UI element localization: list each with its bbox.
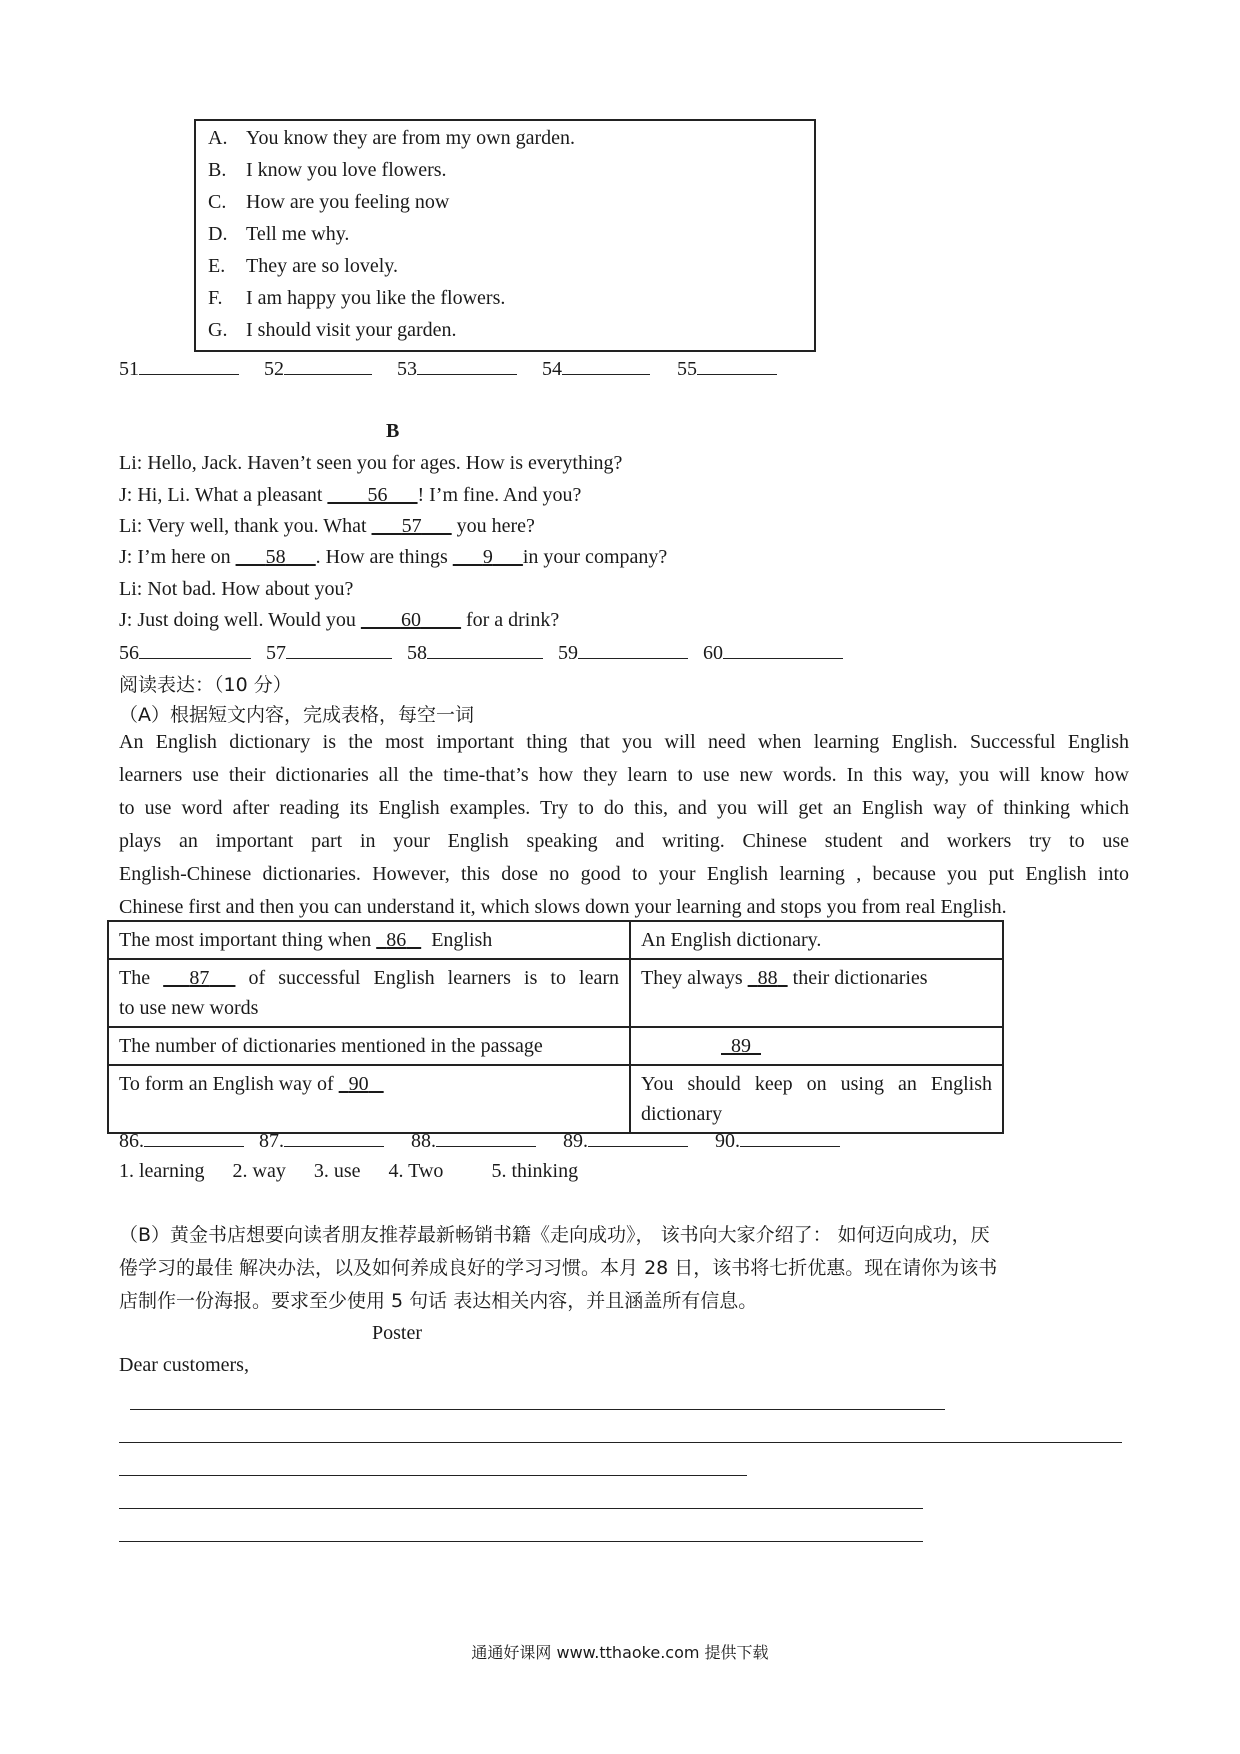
passage-line: Chinese first and then you can understand it, which slows down your learning and stops you from real English. [119,896,1007,918]
passage-line: learners use their dictionaries all the time-that’s how they learn to use new words. In this way, you will know how [119,764,1129,786]
option-d: D. Tell me why. [208,223,350,245]
table-cell: You should keep on using an English dictionary [630,1065,1003,1133]
info-table [107,920,1004,1134]
answer-row-86-90: 86. 87. 88. 89. 90. [119,1128,840,1153]
part-b-line-3: 店制作一份海报。要求至少使用 5 句话 表达相关内容，并且涵盖所有信息。 [119,1290,758,1312]
poster-title: Poster [372,1322,422,1344]
part-a-instruction: （A）根据短文内容，完成表格，每空一词 [119,704,474,726]
option-c: C. How are you feeling now [208,191,450,213]
table-cell: 89 [630,1027,1003,1065]
writing-line[interactable] [119,1475,747,1476]
reading-title: 阅读表达：（10 分） [119,674,292,696]
table-row [108,921,1003,959]
dialogue-line-6: J: Just doing well. Would you ____60____ for a drink? [119,609,560,631]
part-b-line-2: 倦学习的最佳 解决办法，以及如何养成良好的学习习惯。本月 28 日，该书将七折优惠。现在请你为该书 [119,1257,998,1279]
table-cell: The 87 of successful English learners is to learn to use new words [108,959,630,1027]
dialogue-line-5: Li: Not bad. How about you? [119,578,354,600]
dialogue-line-1: Li: Hello, Jack. Haven’t seen you for ages. How is everything? [119,452,623,474]
passage-line: English-Chinese dictionaries. However, this dose no good to your English learning , because you put English into [119,863,1129,885]
options-box [194,119,816,352]
option-a: A. You know they are from my own garden. [208,127,576,149]
footer-text: 通通好课网 www.tthaoke.com 提供下载 [471,1643,769,1662]
table-row [108,1027,1003,1065]
salutation: Dear customers, [119,1354,249,1376]
dialogue-line-2: J: Hi, Li. What a pleasant ____56___! I’m fine. And you? [119,484,582,506]
writing-line[interactable] [119,1508,923,1509]
option-b: B. I know you love flowers. [208,159,447,181]
writing-line[interactable] [119,1442,1122,1443]
table-cell: To form an English way of 90 [108,1065,630,1133]
dialogue-line-3: Li: Very well, thank you. What ___57___ you here? [119,515,535,537]
table-cell: The most important thing when 86 English [108,921,630,959]
table-row [108,1065,1003,1133]
passage-line: An English dictionary is the most important thing that you will need when learning English. Successful English [119,731,1129,753]
answer-row-51-55: 51 52 53 54 55 [119,356,777,381]
table-cell: They always 88 their dictionaries [630,959,1003,1027]
passage-line: to use word after reading its English examples. Try to do this, and you will get an English way of thinking which [119,797,1129,819]
option-e: E. They are so lovely. [208,255,398,277]
dialogue-line-4: J: I’m here on ___58___. How are things ___9___in your company? [119,546,668,568]
answer-key: 1. learning 2. way 3. use 4. Two 5. thinking [119,1160,579,1182]
option-f: F. I am happy you like the flowers. [208,287,506,309]
passage [119,726,1129,924]
writing-line[interactable] [119,1541,923,1542]
table-cell: An English dictionary. [630,921,1003,959]
section-b-title: B [386,420,400,442]
part-b-line-1: （B）黄金书店想要向读者朋友推荐最新畅销书籍《走向成功》， 该书向大家介绍了： 如何迈向成功，厌 [119,1224,990,1246]
passage-line: plays an important part in your English speaking and writing. Chinese student and workers try to use [119,830,1129,852]
answer-row-56-60: 56 57 58 59 60 [119,640,843,665]
option-g: G. I should visit your garden. [208,319,457,341]
table-cell: The number of dictionaries mentioned in the passage [108,1027,630,1065]
writing-line[interactable] [130,1409,945,1410]
table-row [108,959,1003,1027]
